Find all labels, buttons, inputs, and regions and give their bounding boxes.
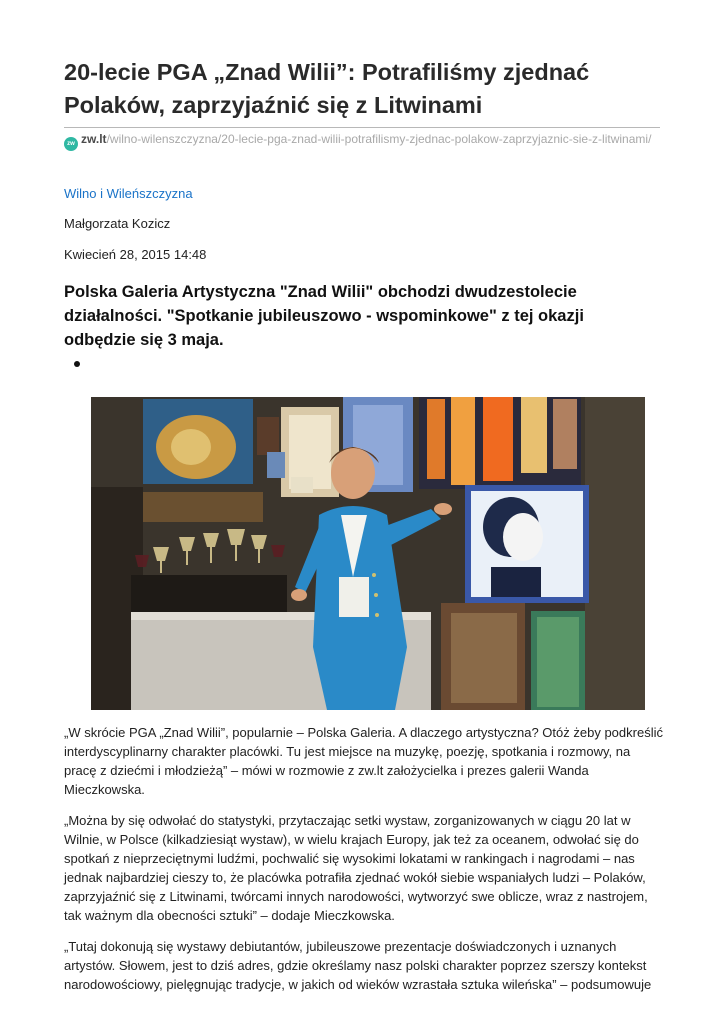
site-logo-icon: zw	[64, 137, 78, 151]
article-date: Kwiecień 28, 2015 14:48	[64, 247, 207, 262]
list-bullet	[74, 361, 80, 367]
article-paragraph: „Można by się odwołać do statystyki, przytaczając setki wystaw, zorganizowanych w ciągu 20 lat w Wilnie, w Polsce (kilkadziesiąt wystaw), w wielu krajach Europy, jak też za oceanem, odwołać się do spotkań z nieprzeciętnymi ludźmi, pochwalić się wysokimi lokatami w rankingach i nagrodami – nas jednak najbardziej cieszy to, że placówka potrafiła zjednać wokół siebie wspaniałych ludzi – Polaków, zaprzyjaźnić się z Litwinami, twórcami innych narodowości, wytworzyć swe oblicze, wraz z nastrojem, tak ważnym dla obecności sztuki” – dodaje Mieczkowska.	[64, 813, 648, 923]
article-paragraph: „Tutaj dokonują się wystawy debiutantów, jubileuszowe prezentacje doświadczonych i uznanych artystów. Słowem, jest to dziś adres, gdzie określamy nasz polski charakter poprzez szerszy kontekst narodowościowy, pielęgnując tradycje, w jakich od wieków wzrastała sztuka wileńska” – podsumowuje	[64, 939, 652, 992]
article-lead: Polska Galeria Artystyczna "Znad Wilii" obchodzi dwudzestolecie działalności. "Spotkanie jubileuszowo - wspominkowe" z tej okazji odbędzie się 3 maja.	[64, 283, 584, 349]
source-domain[interactable]: zw.lt	[81, 132, 107, 146]
category-link[interactable]: Wilno i Wileńszczyzna	[64, 186, 193, 201]
article-title: 20-lecie PGA „Znad Wilii”: Potrafiliśmy zjednać Polaków, zaprzyjaźnić się z Litwinami	[64, 59, 590, 118]
article-paragraph: „W skrócie PGA „Znad Wilii”, popularnie – Polska Galeria. A dlaczego artystyczna? Otóż żeby podkreślić interdyscyplinarny charakter placówki. Tu jest miejsce na muzykę, poezję, spotkania i rozmowy, na pracę z dziećmi i młodzieżą” – mówi w rozmowie z zw.lt założycielka i prezes galerii Wanda Mieczkowska.	[64, 725, 663, 797]
gallery-photo	[91, 397, 645, 710]
source-path[interactable]: /wilno-wilenszczyzna/20-lecie-pga-znad-wilii-potrafilismy-zjednac-polakow-zaprzyjaznic-sie-z-litwinami/	[106, 132, 652, 146]
article-author: Małgorzata Kozicz	[64, 216, 171, 231]
source-url[interactable]	[64, 131, 660, 151]
title-divider	[64, 127, 660, 128]
article-body	[64, 723, 664, 1006]
